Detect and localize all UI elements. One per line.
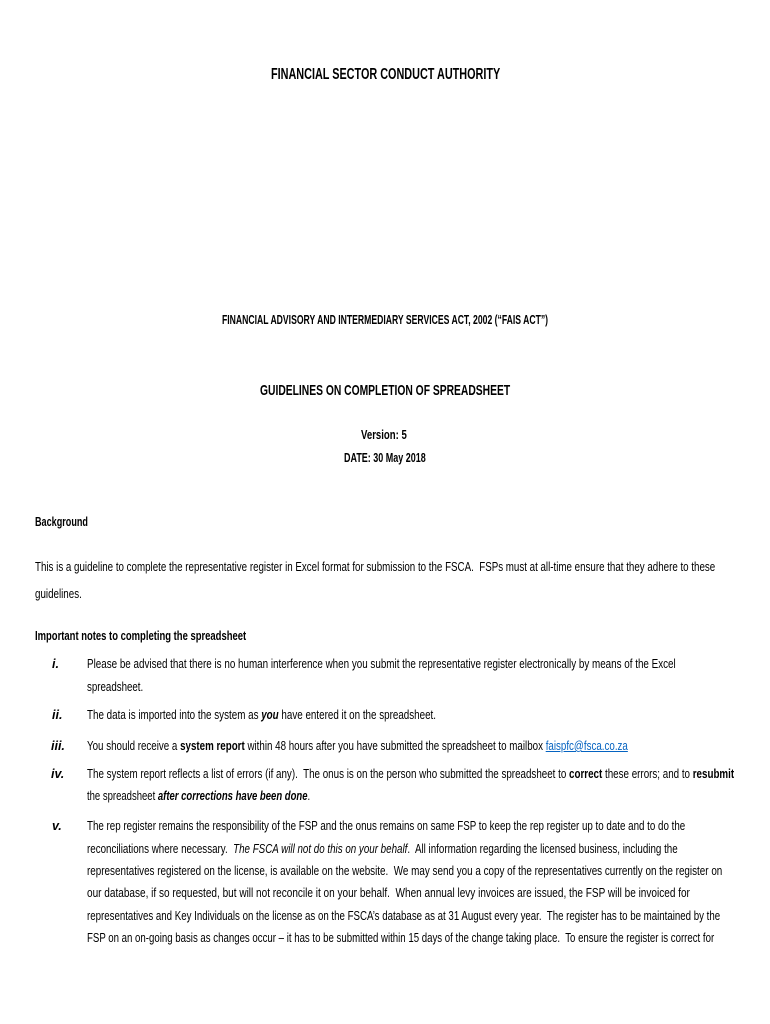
note-text: . — [307, 789, 311, 803]
authority-heading-text: FINANCIAL SECTOR CONDUCT AUTHORITY — [271, 66, 501, 83]
note-line-text — [87, 885, 690, 901]
list-marker — [52, 707, 82, 723]
background-paragraph-line — [35, 559, 770, 575]
note-text: spreadsheet. — [87, 680, 144, 694]
note-line — [87, 766, 770, 782]
version-label-text: Version: 5 — [361, 428, 407, 442]
emphasis-text: you — [261, 708, 279, 722]
list-marker-text: iii. — [51, 739, 65, 753]
note-line — [87, 930, 770, 946]
note-line — [87, 863, 770, 879]
list-marker — [52, 656, 82, 672]
mailbox-email-link[interactable]: faispfc@fsca.co.za — [545, 739, 628, 753]
note-text: The data is imported into the system as — [87, 708, 262, 722]
note-line-text — [87, 818, 685, 834]
note-text: the spreadsheet — [87, 789, 158, 803]
note-line-text — [87, 766, 734, 782]
note-text: The rep register remains the responsibility of the FSP and the onus remains on same FSP to keep the rep register up to date and to do the — [87, 819, 686, 833]
background-paragraph-line — [35, 586, 770, 602]
note-line — [87, 818, 770, 834]
background-heading-text: Background — [35, 515, 88, 529]
background-paragraph-text: guidelines. — [35, 587, 82, 601]
note-line — [87, 679, 770, 695]
note-line — [87, 656, 770, 672]
note-text: The system report reflects a list of errors (if any). The onus is on the person who submitted the spreadsheet to — [87, 767, 570, 781]
date-label — [344, 450, 770, 466]
note-line-text — [87, 841, 678, 857]
background-heading — [35, 514, 770, 530]
note-text: representatives registered on the license, is available on the website. We may send you a copy of the representatives currently on the register on — [87, 864, 723, 878]
note-line-text — [87, 908, 720, 924]
note-line-text — [87, 656, 676, 672]
note-text: representatives and Key Individuals on the license as on the FSCA’s database as at 31 August every year. The register has to be maintained by the — [87, 909, 721, 923]
note-line — [87, 788, 770, 804]
note-line-text — [87, 707, 436, 723]
emphasis-text: correct — [569, 767, 603, 781]
note-text: reconciliations where necessary. — [87, 842, 234, 856]
note-text: our database, if so requested, but will not reconcile it on your behalf. When annual levy invoices are issued, the FSP will be invoiced for — [87, 886, 690, 900]
note-line-text — [87, 930, 714, 946]
note-text: within 48 hours after you have submitted the spreadsheet to mailbox — [244, 739, 546, 753]
note-text: You should receive a — [87, 739, 181, 753]
date-label-text: DATE: 30 May 2018 — [344, 451, 426, 465]
document-title-text: GUIDELINES ON COMPLETION OF SPREADSHEET — [260, 382, 511, 399]
note-line — [87, 908, 770, 924]
version-label — [361, 427, 770, 443]
note-line — [87, 841, 770, 857]
note-line — [87, 707, 770, 723]
note-line — [87, 738, 770, 754]
important-notes-heading-text: Important notes to completing the spreadsheet — [35, 629, 247, 643]
emphasis-text: resubmit — [692, 767, 735, 781]
note-text: Please be advised that there is no human interference when you submit the representative register electronically by means of the Excel — [87, 657, 676, 671]
act-title-text: FINANCIAL ADVISORY AND INTERMEDIARY SERVICES ACT, 2002 (“FAIS ACT”) — [222, 313, 549, 327]
list-marker — [52, 818, 82, 834]
important-notes-heading — [35, 628, 770, 644]
list-marker — [51, 738, 81, 754]
note-line-text — [87, 738, 628, 754]
list-marker-text: ii. — [52, 708, 63, 722]
note-line-text — [87, 788, 310, 804]
list-marker — [51, 766, 81, 782]
act-title — [222, 312, 770, 328]
authority-heading — [271, 65, 770, 85]
list-marker-text: i. — [52, 657, 59, 671]
note-text: have entered it on the spreadsheet. — [278, 708, 437, 722]
emphasis-text: system report — [180, 739, 245, 753]
background-paragraph-text: This is a guideline to complete the representative register in Excel format for submission to the FSCA. FSPs must at all-time ensure that they adhere to these — [35, 560, 716, 574]
note-text: these errors; and to — [602, 767, 693, 781]
note-line-text — [87, 863, 722, 879]
note-text: . All information regarding the licensed business, including the — [407, 842, 678, 856]
list-marker-text: v. — [52, 819, 62, 833]
emphasis-text: The FSCA will not do this on your behalf — [233, 842, 408, 856]
note-line — [87, 885, 770, 901]
note-line-text — [87, 679, 143, 695]
document-title — [260, 381, 770, 400]
note-text: FSP on an on-going basis as changes occur – it has to be submitted within 15 days of the change taking place. To ensure the register is correct for — [87, 931, 715, 945]
emphasis-text: after corrections have been done — [157, 789, 308, 803]
list-marker-text: iv. — [51, 767, 65, 781]
